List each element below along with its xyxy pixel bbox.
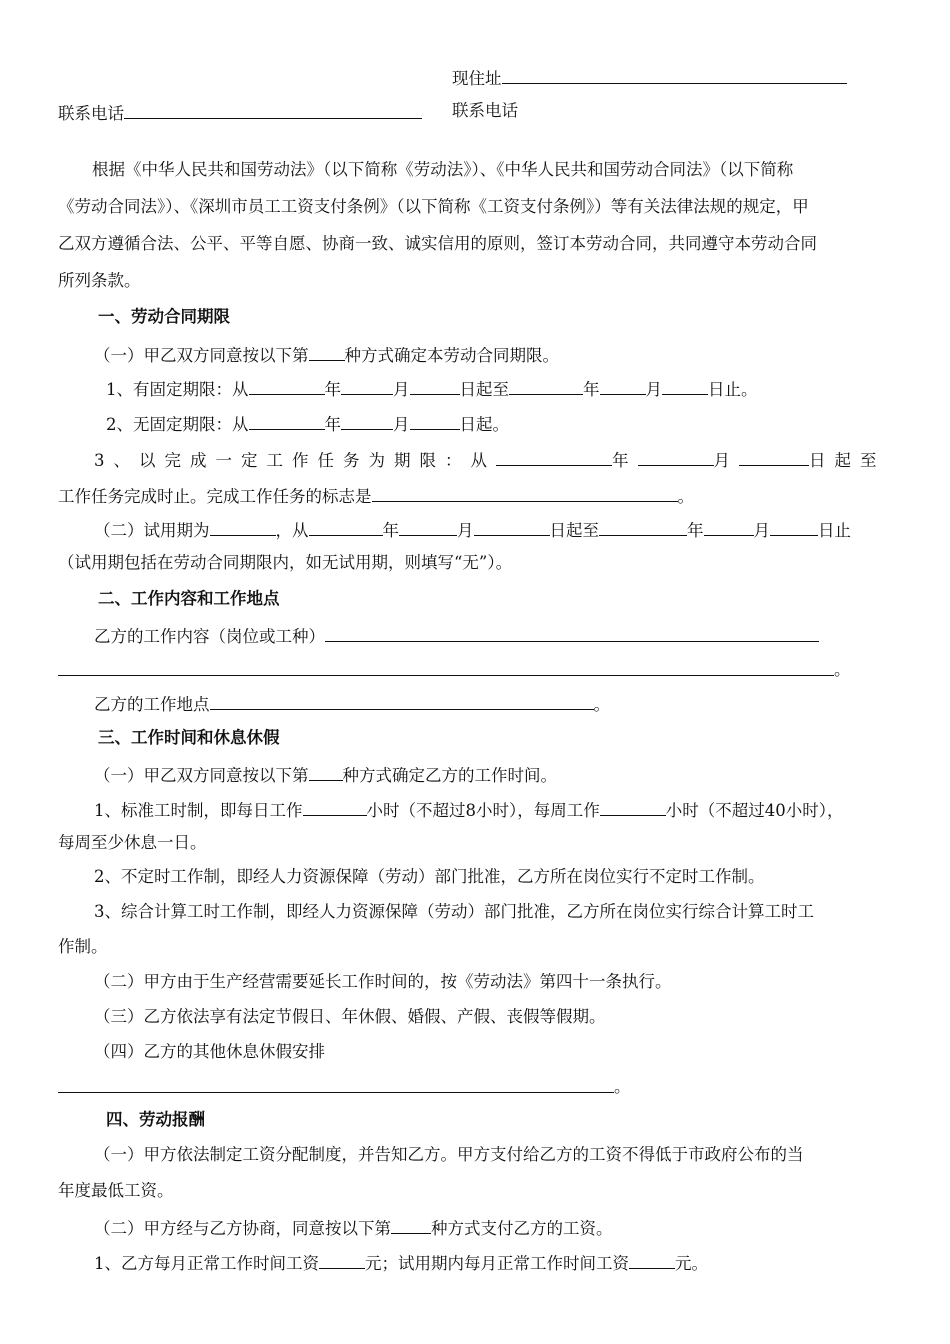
s1-opt3-label: 3、以完成一定工作任务为期限：从 xyxy=(94,451,496,470)
s2-location-blank[interactable] xyxy=(210,691,594,710)
s3-opt1 xyxy=(94,797,844,822)
s1-opt1 xyxy=(106,376,758,401)
s1-probation-label: （二）试用期为 xyxy=(94,521,210,540)
s3-opt1-text-b: 小时（不超过8小时），每周工作 xyxy=(366,801,600,820)
intro-line-2: 《劳动合同法》）、《深圳市员工工资支付条例》（以下简称《工资支付条例》）等有关法律法规的规定，甲 xyxy=(58,197,809,216)
s1-probation-year-blank[interactable] xyxy=(309,517,383,536)
phone-line-left xyxy=(58,100,422,125)
s4-p2-text-b: 种方式支付乙方的工资。 xyxy=(431,1219,613,1238)
unit-day-from: 日起至 xyxy=(549,521,599,540)
s3-opt1-label: 1、标准工时制，即每日工作 xyxy=(94,801,303,820)
s4-opt1 xyxy=(94,1250,708,1275)
unit-year: 年 xyxy=(687,521,704,540)
section2-title: 二、工作内容和工作地点 xyxy=(98,589,280,608)
s3-p1 xyxy=(94,762,557,787)
s1-opt1-endday-blank[interactable] xyxy=(662,376,708,395)
s3-opt1-text-c: 小时（不超过40小时）， xyxy=(665,801,844,820)
period-mark: 。 xyxy=(614,1077,631,1096)
s3-opt3-line1: 3、综合计算工时工作制，即经人力资源保障（劳动）部门批准，乙方所在岗位实行综合计算工时工 xyxy=(94,902,814,921)
s1-opt1-label: 1、有固定期限：从 xyxy=(106,380,249,399)
s1-opt1-endmonth-blank[interactable] xyxy=(600,376,646,395)
s3-p1-text-a: （一）甲乙双方同意按以下第 xyxy=(94,766,309,785)
s3-other-leave-blank[interactable] xyxy=(58,1092,614,1093)
s4-p1-line2: 年度最低工资。 xyxy=(58,1181,174,1200)
s1-p1-text-a: （一）甲乙双方同意按以下第 xyxy=(94,346,309,365)
s2-location-line xyxy=(94,691,610,716)
s4-opt1-label: 1、乙方每月正常工作时间工资 xyxy=(94,1254,319,1273)
unit-year: 年 xyxy=(382,521,399,540)
unit-year: 年 xyxy=(612,451,638,470)
s4-method-blank[interactable] xyxy=(391,1215,431,1234)
s1-opt3-month-blank[interactable] xyxy=(638,447,714,466)
s1-p1 xyxy=(94,342,559,367)
s3-p3: （三）乙方依法享有法定节假日、年休假、婚假、产假、丧假等假期。 xyxy=(94,1007,606,1026)
s1-probation-length-blank[interactable] xyxy=(210,517,276,536)
s3-daily-hours-blank[interactable] xyxy=(303,797,367,816)
s2-content-blank[interactable] xyxy=(325,623,819,642)
unit-year: 年 xyxy=(583,380,600,399)
s1-p2-line2: （试用期包括在劳动合同期限内，如无试用期，则填写“无”）。 xyxy=(58,553,513,572)
unit-month: 月 xyxy=(393,415,410,434)
s1-probation-endday-blank[interactable] xyxy=(770,517,818,536)
address-blank[interactable] xyxy=(502,65,847,84)
unit-day-from: 日起至 xyxy=(809,451,886,470)
phone-blank-left[interactable] xyxy=(124,100,422,119)
unit-month: 月 xyxy=(713,451,739,470)
unit-day-end: 日止。 xyxy=(708,380,758,399)
s3-p2: （二）甲方由于生产经营需要延长工作时间的，按《劳动法》第四十一条执行。 xyxy=(94,972,672,991)
s1-opt2-day-blank[interactable] xyxy=(410,411,460,430)
address-label: 现住址 xyxy=(452,69,502,88)
s1-opt1-month-blank[interactable] xyxy=(341,376,393,395)
s1-task-marker-blank[interactable] xyxy=(372,483,678,502)
intro-line-4: 所列条款。 xyxy=(58,271,141,290)
period-mark: 。 xyxy=(834,660,851,679)
unit-month: 月 xyxy=(393,380,410,399)
s4-p1-line1: （一）甲方依法制定工资分配制度，并告知乙方。甲方支付给乙方的工资不得低于市政府公布的当 xyxy=(94,1145,804,1164)
section3-title: 三、工作时间和休息休假 xyxy=(98,728,280,747)
s1-opt1-day-blank[interactable] xyxy=(410,376,460,395)
s3-p1-text-b: 种方式确定乙方的工作时间。 xyxy=(342,766,557,785)
s4-opt1-text-c: 元。 xyxy=(675,1254,708,1273)
phone-label-right: 联系电话 xyxy=(452,101,518,120)
intro-line-1: 根据《中华人民共和国劳动法》（以下简称《劳动法》）、《中华人民共和国劳动合同法》（以下简称 xyxy=(92,160,794,179)
unit-month: 月 xyxy=(457,521,474,540)
s1-probation-endmonth-blank[interactable] xyxy=(704,517,754,536)
s3-opt1-line2: 每周至少休息一日。 xyxy=(58,833,207,852)
s2-location-label: 乙方的工作地点 xyxy=(94,695,210,714)
s1-opt1-endyear-blank[interactable] xyxy=(509,376,583,395)
s1-p2 xyxy=(94,517,851,542)
period-mark: 。 xyxy=(677,487,694,506)
s1-opt2 xyxy=(106,411,509,436)
s2-content-label: 乙方的工作内容（岗位或工种） xyxy=(94,627,325,646)
s3-opt3-line2: 作制。 xyxy=(58,937,108,956)
address-line xyxy=(452,65,847,90)
unit-year: 年 xyxy=(324,380,341,399)
s1-opt1-year-blank[interactable] xyxy=(249,376,325,395)
s1-opt3-year-blank[interactable] xyxy=(496,447,612,466)
s1-p1-text-b: 种方式确定本劳动合同期限。 xyxy=(344,346,559,365)
s1-opt2-year-blank[interactable] xyxy=(249,411,325,430)
phone-label-left: 联系电话 xyxy=(58,104,124,123)
intro-line-3: 乙双方遵循合法、公平、平等自愿、协商一致、诚实信用的原则，签订本劳动合同，共同遵守本劳动合同 xyxy=(58,234,817,253)
s3-weekly-hours-blank[interactable] xyxy=(600,797,666,816)
s4-p2-text-a: （二）甲方经与乙方协商，同意按以下第 xyxy=(94,1219,391,1238)
s1-opt3-line2 xyxy=(58,483,694,508)
unit-day-from: 日起至 xyxy=(459,380,509,399)
s1-opt3 xyxy=(94,447,886,472)
s4-probation-wage-blank[interactable] xyxy=(629,1250,675,1269)
s3-p4: （四）乙方的其他休息休假安排 xyxy=(94,1042,325,1061)
section1-title: 一、劳动合同期限 xyxy=(98,307,230,326)
s1-opt3-day-blank[interactable] xyxy=(739,447,809,466)
s1-opt2-month-blank[interactable] xyxy=(341,411,393,430)
s1-probation-end: 日止 xyxy=(818,521,851,540)
s1-opt3-marker-label: 工作任务完成时止。完成工作任务的标志是 xyxy=(58,487,372,506)
s4-monthly-wage-blank[interactable] xyxy=(319,1250,365,1269)
s3-opt2: 2、不定时工作制，即经人力资源保障（劳动）部门批准，乙方所在岗位实行不定时工作制。 xyxy=(94,867,765,886)
s4-p2 xyxy=(94,1215,613,1240)
unit-year: 年 xyxy=(324,415,341,434)
unit-month: 月 xyxy=(753,521,770,540)
s2-content-blank-line2[interactable] xyxy=(58,675,834,676)
unit-month: 月 xyxy=(645,380,662,399)
s1-probation-month-blank[interactable] xyxy=(399,517,457,536)
unit-day-start: 日起。 xyxy=(459,415,509,434)
s3-method-blank[interactable] xyxy=(309,762,343,781)
s4-opt1-text-b: 元；试用期内每月正常工作时间工资 xyxy=(365,1254,629,1273)
s1-probation-endyear-blank[interactable] xyxy=(599,517,687,536)
s1-opt2-label: 2、无固定期限：从 xyxy=(106,415,249,434)
section4-title: 四、劳动报酬 xyxy=(106,1110,205,1129)
period-mark: 。 xyxy=(593,695,610,714)
s2-content-line xyxy=(94,623,819,648)
s1-method-blank[interactable] xyxy=(309,342,345,361)
s1-probation-from: ，从 xyxy=(275,521,309,540)
s1-probation-day-blank[interactable] xyxy=(474,517,550,536)
